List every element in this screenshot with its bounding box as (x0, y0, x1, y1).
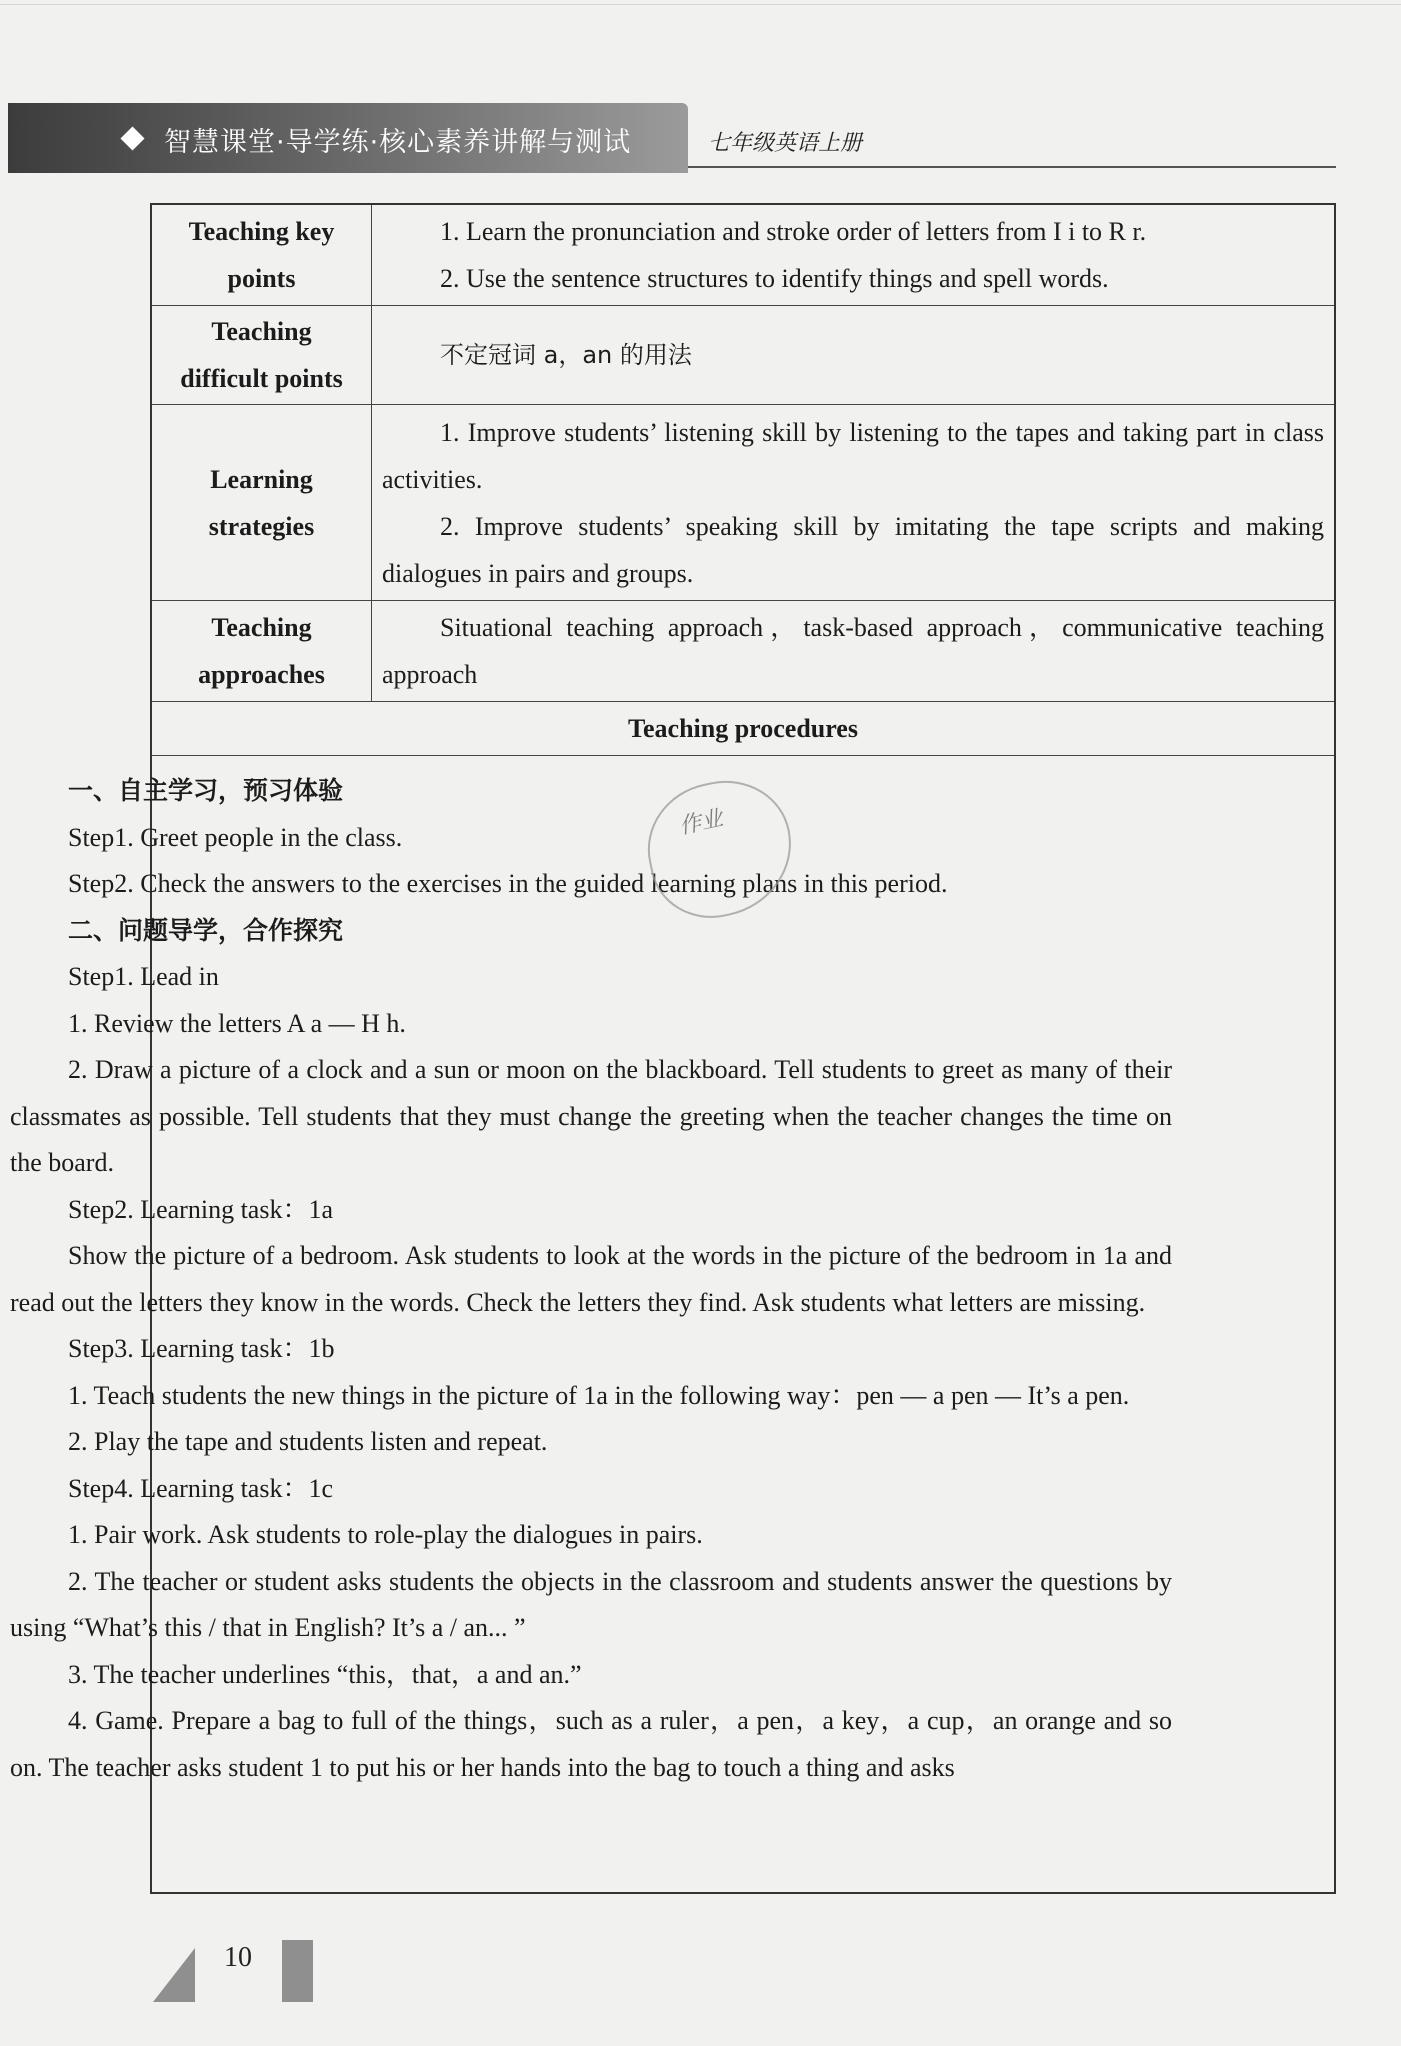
procedure-step: Step4. Learning task：1c (68, 1473, 333, 1503)
table-row-procedures-title (152, 702, 1334, 756)
row-content (372, 306, 1334, 404)
section-heading: 一、自主学习，预习体验 (68, 776, 344, 805)
label-line: Teaching (211, 317, 312, 346)
procedure-step: Step2. Learning task：1a (68, 1194, 333, 1224)
procedure-step: Step1. Greet people in the class. (68, 822, 403, 852)
row-label (152, 601, 372, 701)
procedure-step: Show the picture of a bedroom. Ask students to look at the words in the picture of the bedroom in 1a and read out the letters they know in the words. Check the letters they find. Ask students what letters are missing. (10, 1241, 1172, 1317)
procedure-step: Step3. Learning task：1b (68, 1334, 335, 1363)
procedures-title: Teaching procedures (628, 713, 858, 743)
top-rule (0, 4, 1401, 5)
page-number: 10 (224, 1942, 252, 1973)
content-text: 2. Improve students’ speaking skill by imitating the tape scripts and making dialogues in pairs and groups. (382, 511, 1324, 588)
table-row-key-points (152, 205, 1334, 306)
label-line: Learning (210, 464, 313, 494)
procedures-body (10, 768, 1172, 1791)
row-label (152, 306, 372, 404)
content-text: 1. Learn the pronunciation and stroke order of letters from I i to R r. (440, 217, 1147, 246)
table-row-difficult-points (152, 306, 1334, 405)
row-content (372, 205, 1334, 305)
procedure-step: 1. Pair work. Ask students to role-play the dialogues in pairs. (68, 1520, 703, 1549)
content-text: 1. Improve students’ listening skill by listening to the tapes and taking part in class activities. (382, 417, 1324, 494)
label-line: points (227, 264, 296, 293)
procedure-step: 4. Game. Prepare a bag to full of the things，such as a ruler，a pen，a key，a cup，an orange and so on. The teacher asks student 1 to put his or her hands into the bag to touch a thing and asks (10, 1706, 1172, 1782)
stamp-text: 作业 (677, 806, 726, 840)
header-subtitle: 七年级英语上册 (708, 131, 863, 156)
procedure-step: 3. The teacher underlines “this，that，a and an.” (68, 1659, 582, 1689)
table-row-teaching-approaches (152, 601, 1334, 702)
label-line: Teaching (211, 613, 312, 642)
row-label (152, 205, 372, 305)
label-line: difficult points (180, 364, 343, 393)
header-rule (688, 166, 1336, 168)
table-row-learning-strategies (152, 405, 1334, 601)
row-content (372, 601, 1334, 701)
procedure-step: 2. Draw a picture of a clock and a sun or moon on the blackboard. Tell students to greet as many of their classmates as possible. Tell students that they must change the greeting when the teacher changes the time on the board. (10, 1055, 1172, 1177)
section-heading: 二、问题导学，合作探究 (68, 915, 344, 945)
label-line: strategies (208, 511, 315, 541)
header-title: 智慧课堂·导学练·核心素养讲解与测试 (164, 127, 632, 158)
label-line: Teaching key (188, 217, 335, 246)
footer-block (282, 1940, 313, 2002)
procedure-step: Step2. Check the answers to the exercises in the guided learning plans in this period. (68, 869, 948, 898)
procedure-step: 2. Play the tape and students listen and repeat. (68, 1427, 548, 1456)
procedure-step: Step1. Lead in (68, 962, 219, 991)
row-label (152, 405, 372, 600)
procedure-step: 1. Teach students the new things in the picture of 1a in the following way：pen — a pen — It’s a pen. (68, 1380, 1130, 1410)
content-text: Situational teaching approach，task-based approach，communicative teaching approach (382, 613, 1324, 689)
procedure-step: 2. The teacher or student asks students the objects in the classroom and students answer the questions by using “What’s this / that in English? It’s a / an... ” (10, 1566, 1172, 1642)
label-line: approaches (198, 660, 325, 689)
content-text: 2. Use the sentence structures to identify things and spell words. (440, 264, 1109, 293)
row-content (372, 405, 1334, 600)
footer-triangle (153, 1948, 195, 2002)
content-text: 不定冠词 a，an 的用法 (440, 340, 692, 369)
procedure-step: 1. Review the letters A a — H h. (68, 1008, 406, 1038)
